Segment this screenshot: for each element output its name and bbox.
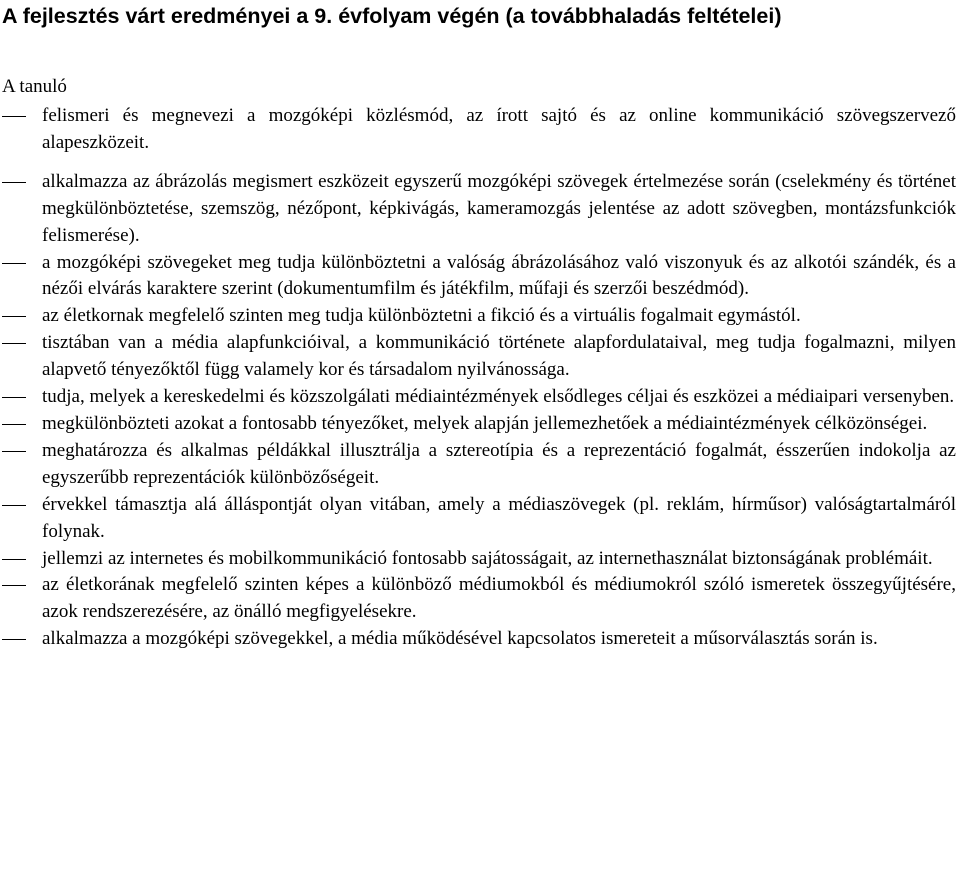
list-item — [0, 169, 956, 250]
list-item-text: érvekkel támasztja alá álláspontját olyan vitában, amely a médiaszövegek (pl. reklám, hírműsor) valóságtartalmáról folynak. — [42, 493, 956, 542]
outcomes-list — [0, 103, 956, 653]
dash-bullet-icon — [2, 505, 26, 506]
list-item — [0, 626, 956, 653]
list-item — [0, 250, 956, 304]
dash-bullet-icon — [2, 639, 26, 640]
list-item-text: tisztában van a média alapfunkcióival, a kommunikáció története alapfordulataival, meg tudja fogalmazni, milyen alapvető tényezőktől függ valamely kor és társadalom nyilvánossága. — [42, 332, 956, 381]
list-item — [0, 546, 956, 573]
list-item — [0, 492, 956, 546]
list-item — [0, 411, 956, 438]
intro-text: A tanuló — [2, 76, 67, 97]
section-heading: A fejlesztés várt eredményei a 9. évfolyam végén (a továbbhaladás feltételei) — [2, 4, 782, 28]
list-item-text: felismeri és megnevezi a mozgóképi közlésmód, az írott sajtó és az online kommunikáció szövegszervező alapeszközeit. — [42, 105, 956, 153]
list-item — [0, 330, 956, 384]
dash-bullet-icon — [2, 182, 26, 183]
list-item-text: az életkorának megfelelő szinten képes a különböző médiumokból és médiumokról szóló ismeretek összegyűjtésére, azok rendszerezésére, az önálló megfigyelésekre. — [42, 574, 956, 623]
list-item-text: jellemzi az internetes és mobilkommunikáció fontosabb sajátosságait, az internethasználat biztonságának problémáit. — [42, 547, 933, 569]
dash-bullet-icon — [2, 397, 26, 398]
dash-bullet-icon — [2, 559, 26, 560]
list-item-text: az életkornak megfelelő szinten meg tudja különböztetni a fikció és a virtuális fogalmait egymástól. — [42, 305, 801, 327]
list-item-text: meghatározza és alkalmas példákkal illusztrálja a sztereotípia és a reprezentáció fogalmát, ésszerűen indokolja az egyszerűbb reprezentációk különbözőségeit. — [42, 439, 956, 488]
dash-bullet-icon — [2, 316, 26, 317]
list-item-text: alkalmazza a mozgóképi szövegekkel, a média működésével kapcsolatos ismereteit a műsorválasztás során is. — [42, 628, 878, 650]
list-item — [0, 572, 956, 626]
dash-bullet-icon — [2, 451, 26, 452]
dash-bullet-icon — [2, 116, 26, 117]
list-item-text: megkülönbözteti azokat a fontosabb tényezőket, melyek alapján jellemezhetőek a médiaintézmények célközönségei. — [42, 412, 928, 434]
list-item-text: alkalmazza az ábrázolás megismert eszközeit egyszerű mozgóképi szövegek értelmezése során (cselekmény és történet megkülönböztetése, szemszög, nézőpont, képkivágás, kameramozgás jelentése az adott szövegben, montázsfunkciók felismerése). — [42, 170, 956, 246]
list-item-text: tudja, melyek a kereskedelmi és közszolgálati médiaintézmények elsődleges céljai és eszközei a médiaipari versenyben. — [42, 386, 955, 408]
list-item-text: a mozgóképi szövegeket meg tudja különböztetni a valóság ábrázolásához való viszonyuk és az alkotói szándék, és a nézői elvárás karaktere szerint (dokumentumfilm és játékfilm, műfaji és szerzői beszédmód). — [42, 251, 956, 300]
list-item — [0, 384, 956, 411]
dash-bullet-icon — [2, 263, 26, 264]
list-item — [0, 103, 956, 157]
list-item — [0, 303, 956, 330]
list-item — [0, 438, 956, 492]
dash-bullet-icon — [2, 585, 26, 586]
dash-bullet-icon — [2, 424, 26, 425]
dash-bullet-icon — [2, 343, 26, 344]
